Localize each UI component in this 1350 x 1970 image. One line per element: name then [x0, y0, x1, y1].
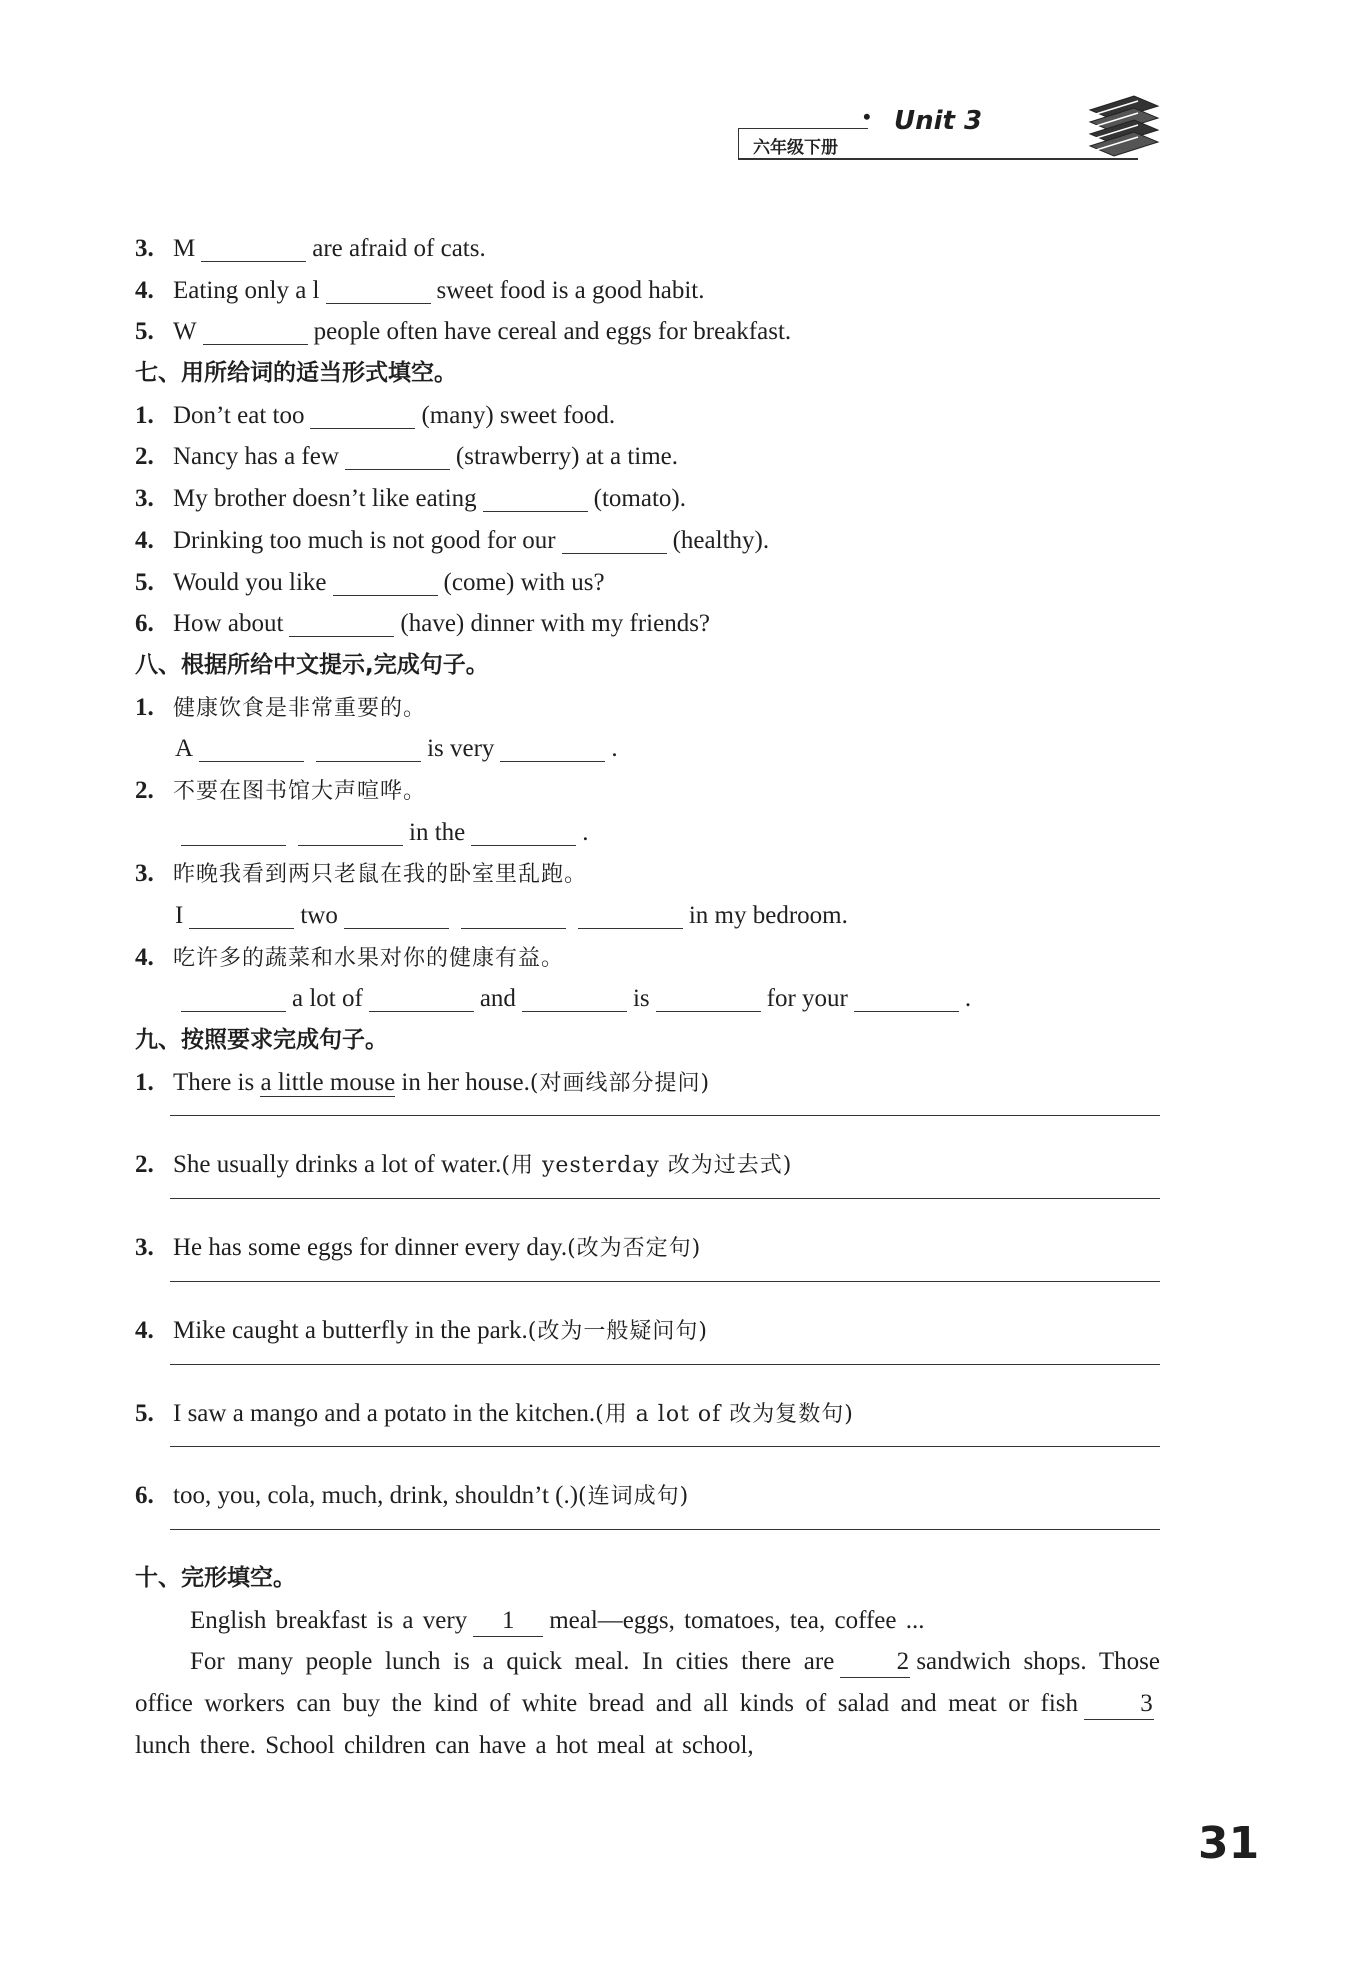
page-number: 31 — [1198, 1818, 1260, 1869]
item-number: 6. — [135, 1482, 154, 1510]
item-number: 5. — [135, 1399, 154, 1427]
exercise-6-item — [135, 311, 1160, 353]
item-text: She usually drinks a lot of water. — [173, 1151, 502, 1179]
answer-word: in the — [409, 818, 466, 846]
exercise-6-item — [135, 228, 1160, 270]
item-number: 6. — [135, 610, 154, 638]
answer-word: is — [632, 985, 650, 1013]
fill-blank[interactable] — [578, 904, 683, 929]
answer-line[interactable] — [135, 1517, 1160, 1558]
instruction: (用 a lot of 改为复数句) — [595, 1401, 854, 1427]
fill-blank[interactable] — [181, 821, 286, 846]
answer-word: and — [479, 985, 516, 1013]
cloze-blank[interactable]: 1 — [473, 1606, 543, 1637]
item-text: M — [173, 235, 196, 262]
exercise-8-answer — [135, 895, 1160, 937]
fill-blank[interactable] — [369, 987, 474, 1012]
exercise-8-prompt — [135, 687, 1160, 729]
exercise-9-item — [135, 1227, 1160, 1269]
answer-word: a lot of — [292, 985, 363, 1013]
item-text: He has some eggs for dinner every day. — [173, 1234, 568, 1262]
fill-blank[interactable] — [326, 279, 431, 304]
exercise-8-answer: A is very . — [175, 735, 618, 763]
answer-word: A — [175, 735, 194, 763]
chinese-prompt: 昨晚我看到两只老鼠在我的卧室里乱跑。 — [173, 862, 588, 888]
exercise-8-answer: in the . — [135, 812, 1160, 854]
section-8-title: 八、根据所给中文提示,完成句子。 — [135, 651, 489, 678]
grade-label: 六年级下册 — [738, 128, 868, 158]
exercise-7-item — [135, 395, 1160, 437]
fill-blank[interactable] — [483, 487, 588, 512]
item-text: sweet food is a good habit. — [436, 276, 705, 304]
exercise-9-item — [135, 1062, 1160, 1104]
fill-blank[interactable] — [471, 821, 576, 846]
item-text: Eating only a l — [173, 276, 320, 304]
answer-line[interactable] — [135, 1269, 1160, 1310]
exercise-9-item — [135, 1144, 1160, 1186]
answer-word: I — [175, 902, 184, 929]
item-number: 2. — [135, 443, 154, 471]
header-rule — [738, 158, 1138, 160]
cloze-text: sandwich shops. Those office workers can buy the kind of white bread and all kinds of salad and meat or fish — [135, 1648, 1160, 1717]
chinese-prompt: 吃许多的蔬菜和水果对你的健康有益。 — [173, 945, 565, 971]
section-9-title: 九、按照要求完成句子。 — [135, 1027, 388, 1054]
exercise-9-item — [135, 1393, 1160, 1435]
book-stack-icon — [1082, 92, 1162, 162]
item-text: (strawberry) at a time. — [455, 443, 679, 471]
answer-line[interactable] — [135, 1186, 1160, 1227]
item-number: 3. — [135, 235, 154, 262]
item-text: (healthy). — [672, 526, 770, 554]
item-text: My brother doesn’t like eating — [173, 485, 477, 513]
fill-blank[interactable] — [199, 737, 304, 762]
fill-blank[interactable] — [656, 987, 761, 1012]
answer-line[interactable] — [135, 1434, 1160, 1475]
item-text: Nancy has a few — [173, 443, 339, 471]
instruction: (对画线部分提问) — [529, 1070, 711, 1096]
section-10-title: 十、完形填空。 — [135, 1564, 296, 1591]
cloze-paragraph-2 — [135, 1641, 1160, 1766]
item-text: W — [173, 318, 197, 346]
instruction: (改为否定句) — [567, 1236, 702, 1262]
item-text: There is — [173, 1068, 261, 1096]
section-7-title: 七、用所给词的适当形式填空。 — [135, 360, 457, 387]
fill-blank[interactable] — [310, 404, 415, 429]
fill-blank[interactable] — [201, 237, 306, 262]
instruction: (用 yesterday 改为过去式) — [501, 1153, 793, 1179]
chinese-prompt: 健康饮食是非常重要的。 — [173, 695, 427, 721]
fill-blank[interactable] — [854, 987, 959, 1012]
cloze-text: lunch there. School children can have a hot meal at school, — [135, 1731, 754, 1759]
cloze-blank[interactable]: 3 — [1084, 1689, 1154, 1720]
item-text: I saw a mango and a potato in the kitchen. — [173, 1399, 596, 1427]
item-text: are afraid of cats. — [312, 235, 486, 262]
header-dot: • — [863, 104, 871, 129]
fill-blank[interactable] — [189, 904, 294, 929]
answer-word: in my bedroom. — [688, 902, 848, 929]
underlined-phrase: a little mouse — [260, 1068, 396, 1096]
item-number: 3. — [135, 485, 154, 513]
answer-line[interactable] — [135, 1352, 1160, 1393]
item-number: 4. — [135, 943, 154, 971]
exercise-7-item — [135, 478, 1160, 520]
answer-line[interactable] — [135, 1103, 1160, 1144]
fill-blank[interactable] — [289, 612, 394, 637]
item-text: people often have cereal and eggs for breakfast. — [313, 318, 792, 346]
item-number: 3. — [135, 1234, 154, 1262]
item-text: (many) sweet food. — [421, 401, 616, 429]
exercise-8-answer: a lot of and is for your . — [135, 978, 1160, 1020]
cloze-text: English breakfast is a very — [190, 1606, 468, 1634]
exercise-7-item — [135, 436, 1160, 478]
item-number: 4. — [135, 1316, 154, 1344]
instruction: (改为一般疑问句) — [527, 1318, 708, 1344]
fill-blank[interactable] — [562, 529, 667, 554]
item-text: (come) with us? — [443, 568, 605, 596]
item-number: 1. — [135, 401, 154, 429]
fill-blank[interactable] — [522, 987, 627, 1012]
item-number: 3. — [135, 860, 154, 888]
cloze-text: For many people lunch is a quick meal. In cities there are — [190, 1648, 835, 1676]
instruction: (连词成句) — [578, 1484, 690, 1510]
cloze-paragraph-1 — [135, 1600, 1160, 1642]
fill-blank[interactable] — [345, 445, 450, 470]
item-number: 2. — [135, 776, 154, 804]
exercise-8-prompt — [135, 853, 1160, 895]
item-text: Would you like — [173, 568, 327, 596]
item-text: (have) dinner with my friends? — [400, 610, 711, 638]
item-number: 1. — [135, 693, 154, 721]
item-text: in her house. — [395, 1068, 530, 1096]
item-number: 5. — [135, 568, 154, 596]
fill-blank[interactable] — [298, 821, 403, 846]
answer-word: for your — [766, 985, 848, 1013]
fill-blank[interactable] — [181, 987, 286, 1012]
exercise-8-prompt — [135, 937, 1160, 979]
cloze-text: meal—eggs, tomatoes, tea, coffee ... — [549, 1606, 925, 1634]
fill-blank[interactable] — [316, 737, 421, 762]
fill-blank[interactable] — [461, 904, 566, 929]
fill-blank[interactable] — [344, 904, 449, 929]
item-number: 4. — [135, 526, 154, 554]
exercise-8-prompt — [135, 770, 1160, 812]
chinese-prompt: 不要在图书馆大声喧哗。 — [173, 778, 427, 804]
item-text: too, you, cola, much, drink, shouldn’t (.) — [173, 1482, 579, 1510]
exercise-6-item — [135, 270, 1160, 312]
item-text: Drinking too much is not good for our — [173, 526, 556, 554]
exercise-9-item — [135, 1310, 1160, 1352]
exercise-7-item — [135, 603, 1160, 645]
cloze-blank[interactable]: 2 — [840, 1647, 910, 1678]
fill-blank[interactable] — [203, 320, 308, 345]
unit-label: Unit 3 — [894, 106, 983, 136]
exercise-7-item — [135, 562, 1160, 604]
answer-word: is very — [427, 735, 495, 763]
fill-blank[interactable] — [333, 571, 438, 596]
answer-word: two — [300, 902, 338, 929]
item-text: (tomato). — [593, 485, 686, 513]
item-number: 4. — [135, 276, 154, 304]
item-number: 1. — [135, 1068, 154, 1096]
item-text: Don’t eat too — [173, 401, 305, 429]
worksheet-content — [135, 228, 1160, 1766]
exercise-9-item — [135, 1475, 1160, 1517]
item-text: How about — [173, 610, 284, 638]
fill-blank[interactable] — [500, 737, 605, 762]
item-number: 5. — [135, 318, 154, 346]
exercise-7-item — [135, 520, 1160, 562]
item-text: Mike caught a butterfly in the park. — [173, 1316, 528, 1344]
item-number: 2. — [135, 1151, 154, 1179]
